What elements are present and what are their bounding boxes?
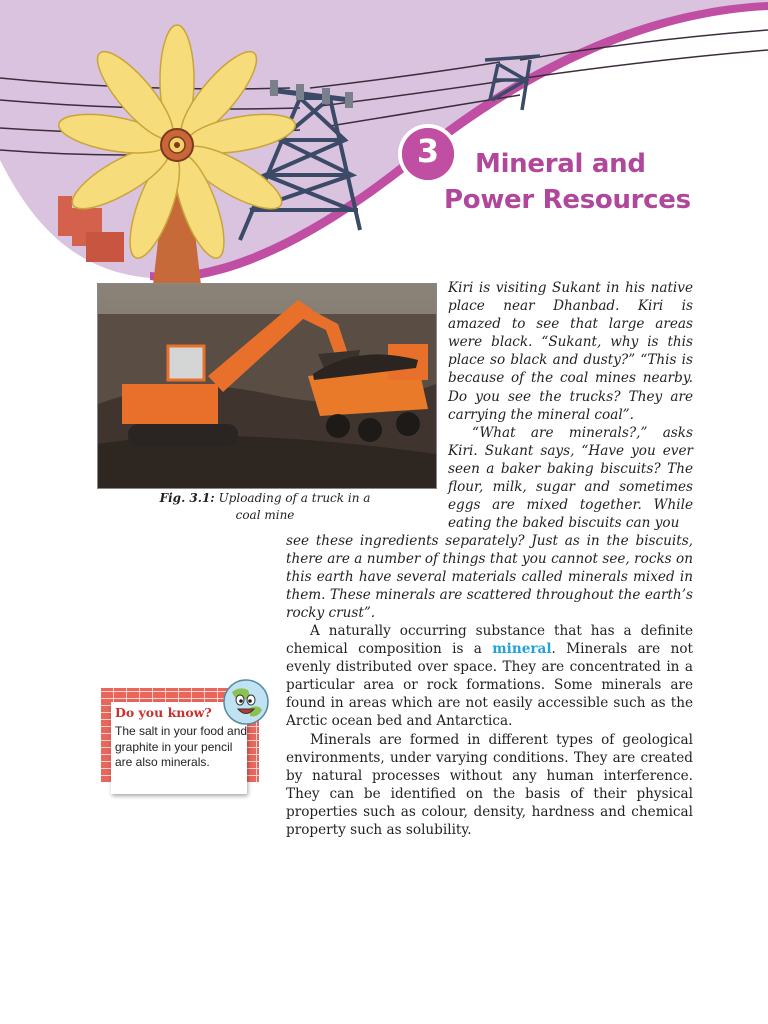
story-continuation xyxy=(286,532,693,622)
para3-before: A naturally occurring substance that has a definite chemical composition is a xyxy=(286,623,693,658)
mineral-definition-paragraph xyxy=(286,622,693,731)
story-paragraph-2-start: “What are minerals?,” asks Kiri. Sukant says, “Have you ever seen a baker baking biscuits? The flour, milk, sugar and sometimes eggs are mixed together. While eating the baked biscuits can you xyxy=(448,424,693,532)
header-illustration xyxy=(0,0,768,290)
do-you-know-text: The salt in your food and graphite in your pencil are also minerals. xyxy=(115,724,248,770)
figure-caption xyxy=(150,490,380,524)
do-you-know-title: Do you know? xyxy=(115,705,212,720)
chapter-title xyxy=(444,146,744,218)
story-paragraph-2-end: see these ingredients separately? Just as in the biscuits, there are a number of things that you cannot see, rocks on this earth have several materials called minerals mixed in them. These minerals are scattered throughout the earth’s rocky crust”. xyxy=(286,533,693,622)
smiling-globe-icon xyxy=(222,678,270,726)
chapter-title-line2: Power Resources xyxy=(444,185,691,215)
mineral-formation-paragraph: Minerals are formed in different types of geological environments, under varying conditions. They are created by natural processes without any human interference. They can be identified on the basis of their physical properties such as colour, density, hardness and chemical property such as solubility. xyxy=(286,731,693,839)
coal-mine-photo xyxy=(97,283,437,489)
figure-caption-text: Uploading of a truck in a coal mine xyxy=(218,491,371,522)
para3-after: . Minerals are not evenly distributed over space. They are concentrated in a particular area or rock formations. Some minerals are found in areas which are not easily accessible such as the Arctic ocean bed and Antarctica. xyxy=(286,641,694,730)
story-side-column xyxy=(448,279,693,532)
story-paragraph-1: Kiri is visiting Sukant in his native place near Dhanbad. Kiri is amazed to see that large areas were black. “Sukant, why is this place so black and dusty?” “This is because of the coal mines nearby. Do you see the trucks? They are carrying the mineral coal”. xyxy=(448,280,693,423)
mineral-keyword: mineral xyxy=(492,641,552,658)
chapter-title-line1: Mineral and xyxy=(475,149,646,179)
chapter-number-badge: 3 xyxy=(402,128,454,180)
body-text xyxy=(286,622,693,839)
figure-label: Fig. 3.1: xyxy=(159,491,215,505)
